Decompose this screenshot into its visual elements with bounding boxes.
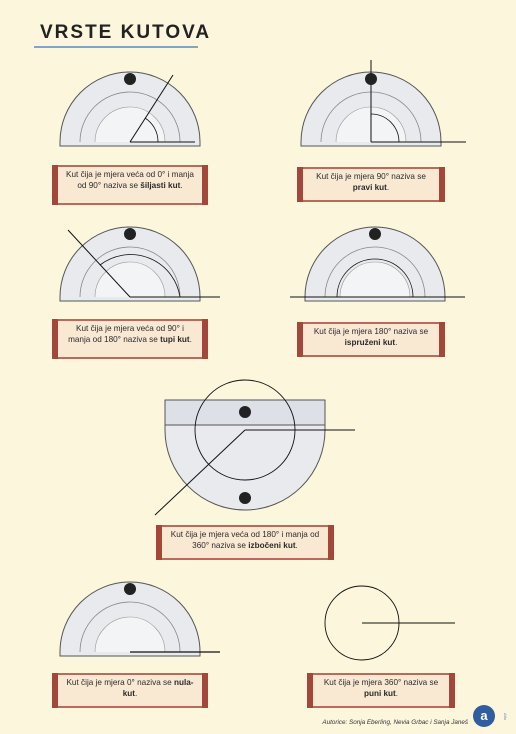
protractor-obtuse: [55, 225, 225, 305]
caption-acute: Kut čija je mjera veća od 0° i manja od 90° naziva se šiljasti kut.: [52, 165, 208, 205]
protractor-acute: [55, 70, 205, 150]
caption-reflex: Kut čija je mjera veća od 180° i manja od 360° naziva se izbočeni kut.: [156, 525, 334, 560]
caption-obtuse: Kut čija je mjera veća od 90° i manja od 180° naziva se tupi kut.: [52, 319, 208, 359]
protractor-right: [296, 70, 476, 150]
caption-full: Kut čija je mjera 360° naziva se puni kut.: [307, 673, 455, 708]
caption-right: Kut čija je mjera 90° naziva se pravi kut.: [297, 167, 445, 202]
full-angle-diagram: [320, 585, 460, 665]
title-underline: [34, 46, 198, 48]
caption-straight: Kut čija je mjera 180° naziva se ispruženi kut.: [297, 322, 445, 357]
protractor-zero: [55, 580, 225, 660]
caption-zero: Kut čija je mjera 0° naziva se nula-kut.: [52, 673, 208, 708]
protractor-straight: [290, 225, 470, 305]
page-title: VRSTE KUTOVA: [40, 22, 212, 43]
publisher-logo-icon: [472, 704, 496, 728]
protractor-reflex: [150, 375, 360, 525]
publisher-name: Alfa: [503, 713, 508, 720]
publisher-logo-text: a: [480, 708, 488, 723]
credits: Autorice: Sonja Eberling, Nevia Grbac i Sanja Janeš: [322, 719, 468, 726]
